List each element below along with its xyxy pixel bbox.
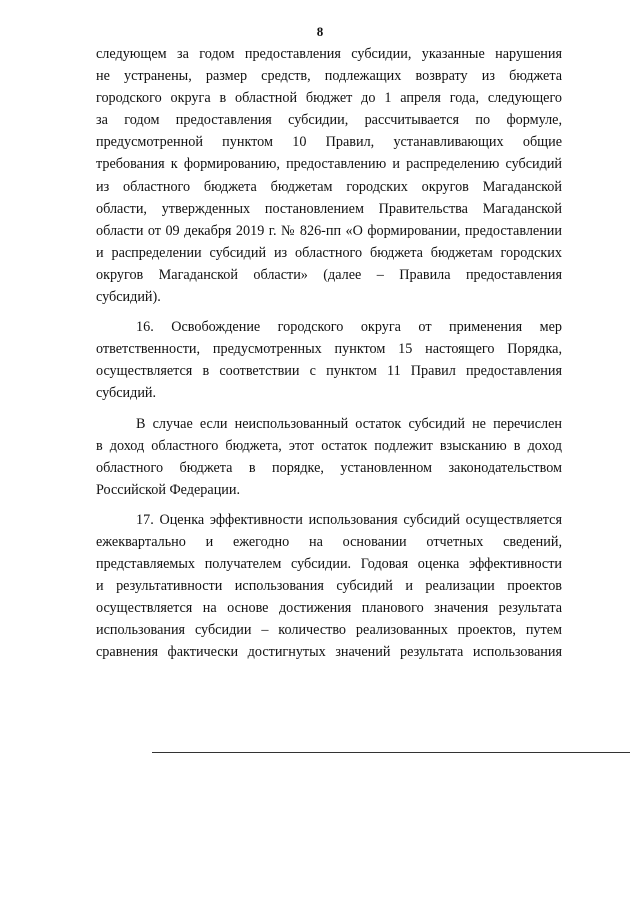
paragraph-line: областного бюджета в порядке, установленном законодательством bbox=[96, 459, 562, 476]
paragraph-line: осуществляется на основе достижения планового значения результата bbox=[96, 600, 562, 617]
paragraph-line: из областного бюджета бюджетам городских округов Магаданской bbox=[96, 178, 562, 195]
paragraph-line: осуществляется в соответствии с пунктом 11 Правил предоставления bbox=[96, 363, 562, 380]
paragraph-line: использования субсидии – количество реализованных проектов, путем bbox=[96, 622, 562, 639]
paragraph-line: представляемых получателем субсидии. Годовая оценка эффективности bbox=[96, 556, 562, 573]
paragraph-line: требования к формированию, предоставлению и распределению субсидий bbox=[96, 156, 562, 173]
paragraph-line: не устранены, размер средств, подлежащих возврату из бюджета bbox=[96, 68, 562, 85]
paragraph-line: ежеквартально и ежегодно на основании отчетных сведений, bbox=[96, 533, 562, 550]
paragraph-line: Российской Федерации. bbox=[96, 481, 241, 498]
page-number: 8 bbox=[316, 24, 324, 39]
paragraph-line: области от 09 декабря 2019 г. № 826-пп «О формировании, предоставлении bbox=[96, 222, 562, 239]
document-body bbox=[96, 43, 562, 664]
paragraph-line: области, утвержденных постановлением Правительства Магаданской bbox=[96, 200, 562, 217]
paragraph-line: сравнения фактически достигнутых значений результата использования bbox=[96, 644, 562, 661]
paragraph-line: и результативности использования субсидий и реализации проектов bbox=[96, 578, 562, 595]
footer-divider bbox=[152, 752, 630, 753]
paragraph-line: городского округа в областной бюджет до 1 апреля года, следующего bbox=[96, 90, 562, 107]
paragraph-line: 16. Освобождение городского округа от применения мер bbox=[136, 319, 562, 336]
paragraph-line: и распределении субсидий из областного бюджета бюджетам городских bbox=[96, 244, 562, 261]
paragraph-line: ответственности, предусмотренных пунктом 15 настоящего Порядка, bbox=[96, 341, 562, 358]
paragraph-line: предусмотренной пунктом 10 Правил, устанавливающих общие bbox=[96, 134, 562, 151]
paragraph-line: субсидий. bbox=[96, 385, 157, 402]
paragraph-line: за годом предоставления субсидии, рассчитывается по формуле, bbox=[96, 112, 562, 129]
paragraph-line: следующем за годом предоставления субсидии, указанные нарушения bbox=[96, 46, 562, 62]
paragraph-line: округов Магаданской области» (далее – Правила предоставления bbox=[96, 266, 562, 283]
paragraph-line: 17. Оценка эффективности использования субсидий осуществляется bbox=[136, 511, 562, 528]
paragraph-line: В случае если неиспользованный остаток субсидий не перечислен bbox=[136, 415, 562, 432]
paragraph-line: субсидий). bbox=[96, 289, 161, 306]
paragraph-line: в доход областного бюджета, этот остаток подлежит взысканию в доход bbox=[96, 437, 562, 454]
